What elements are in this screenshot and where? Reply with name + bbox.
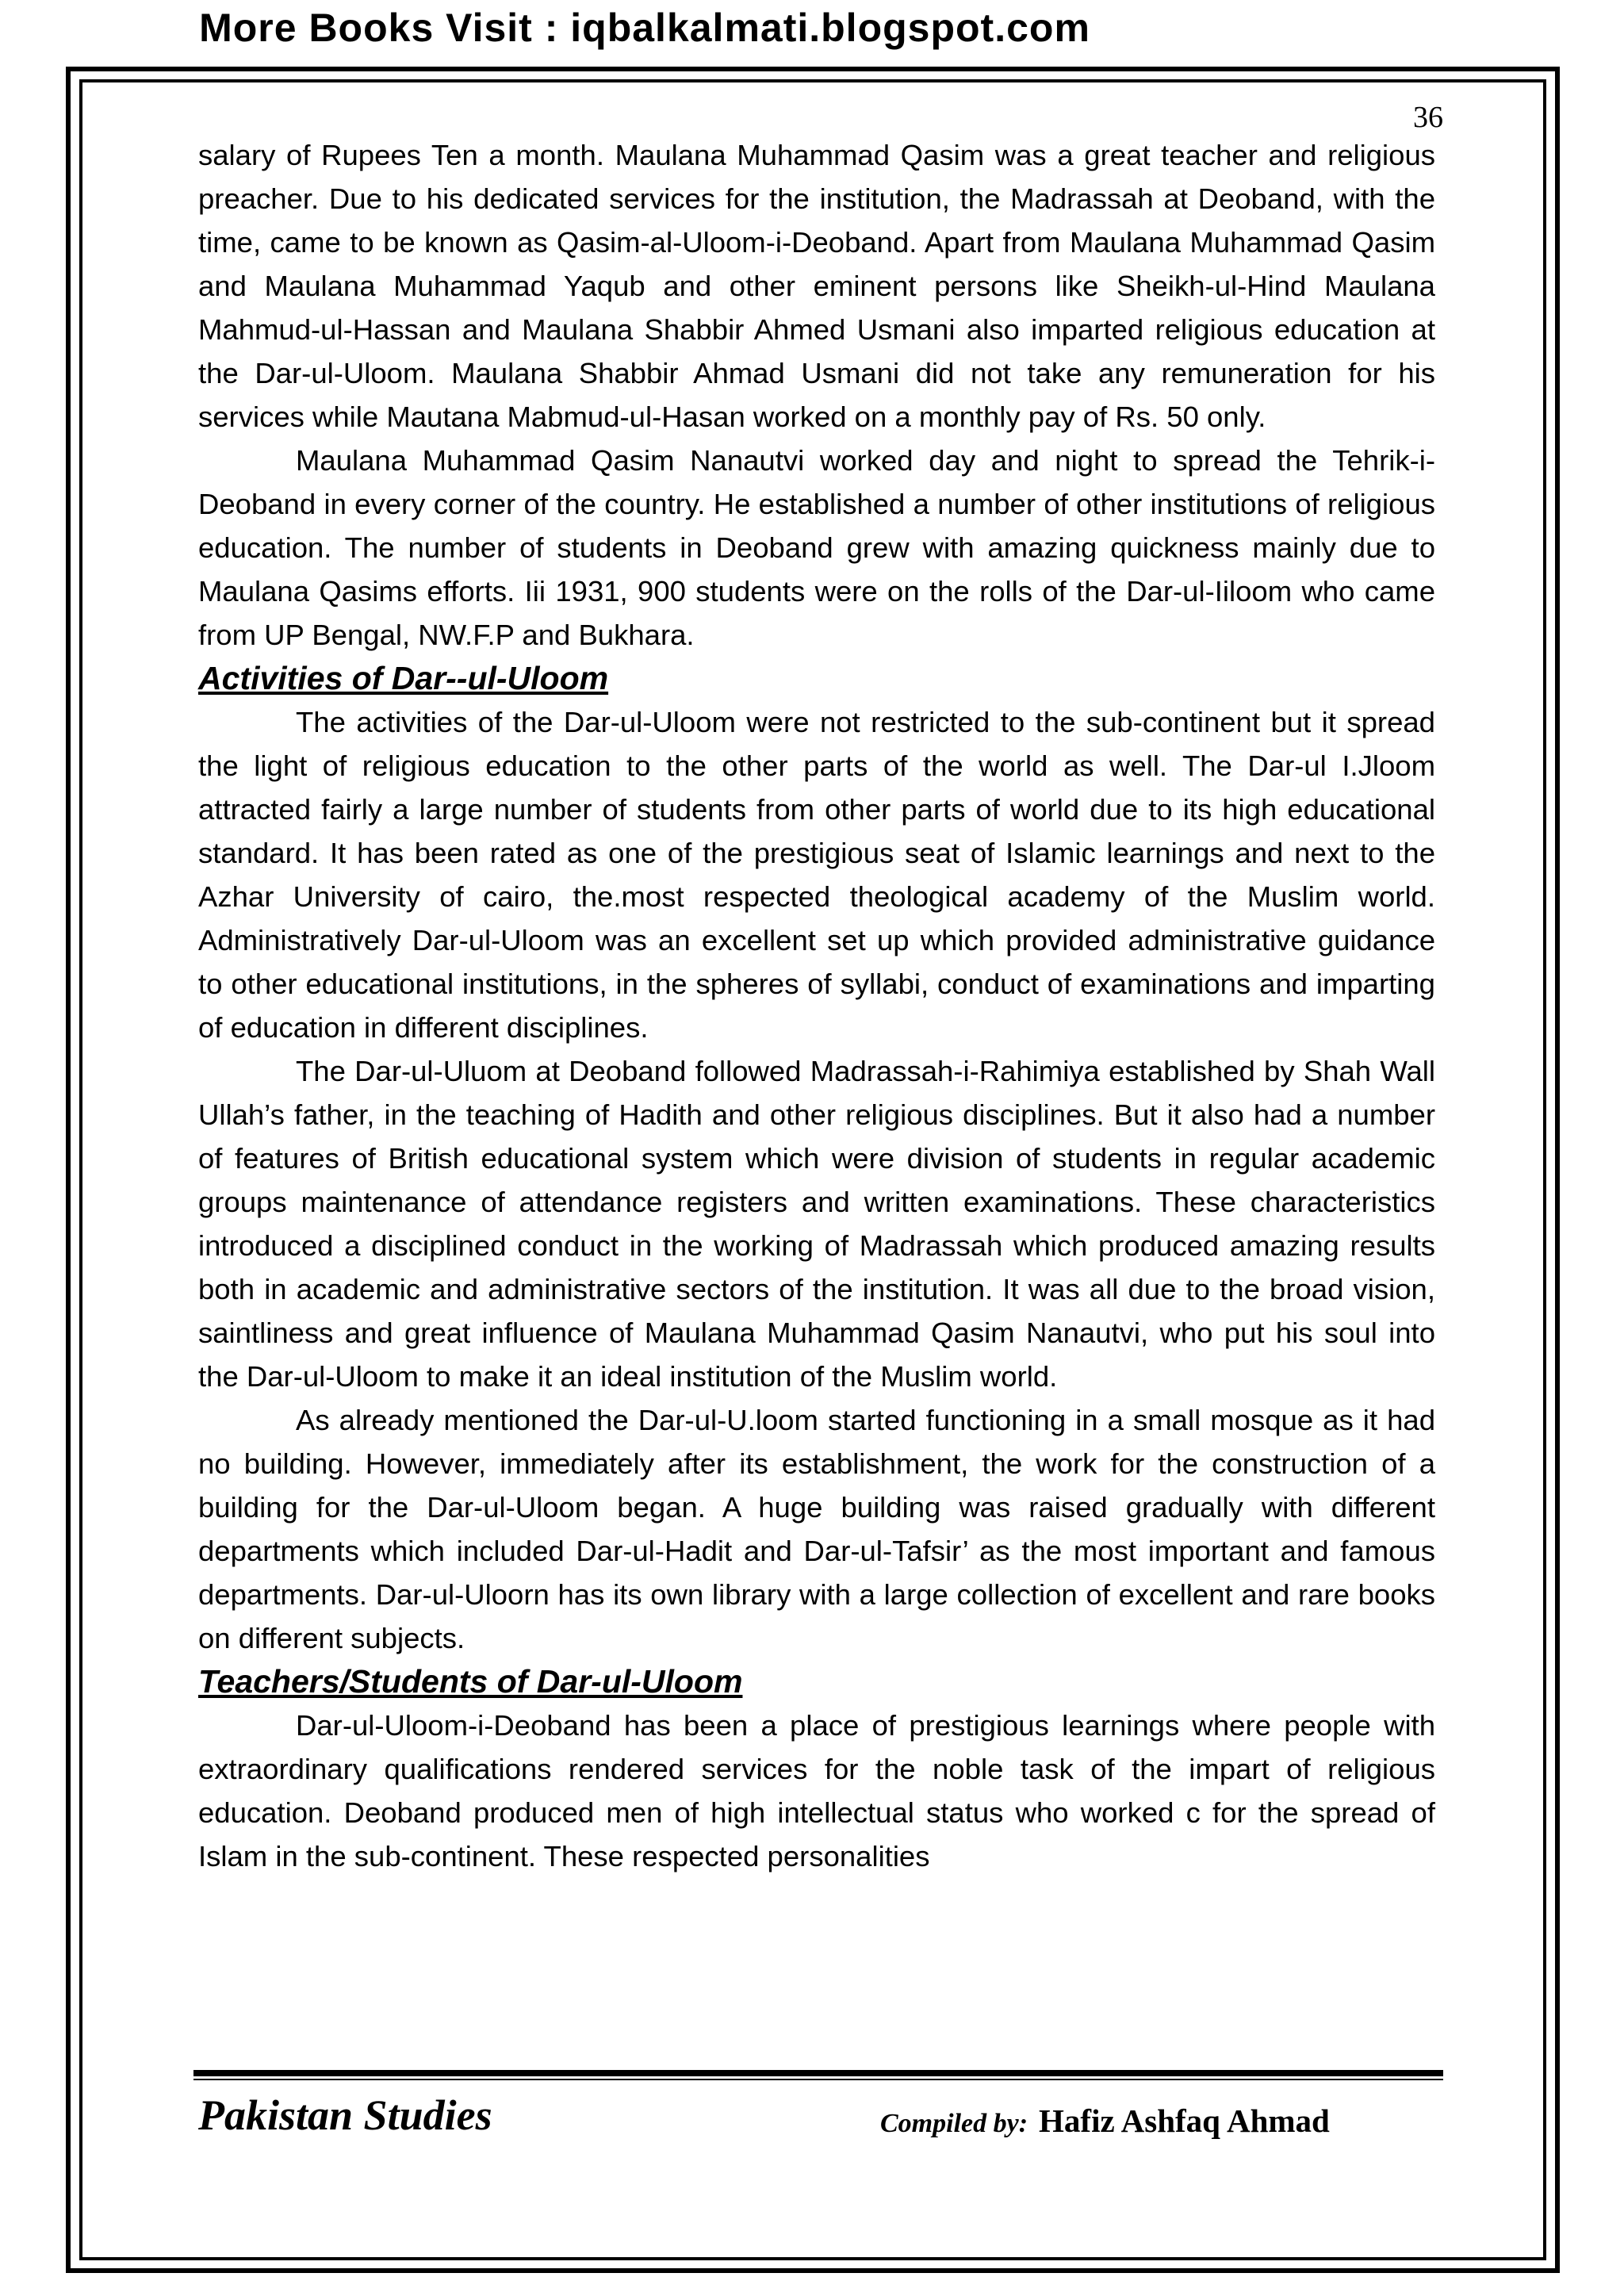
paragraph-teachers: Dar-ul-Uloom-i-Deoband has been a place of prestigious learnings where people with extraordinary qualifications rendered services for the noble task of the impart of religious education. Deoband produced men of high intellectual status who worked c for the spread of Islam in the sub-continent. These respected personalities — [198, 1709, 1435, 1872]
page-number: 36 — [1413, 101, 1443, 134]
paragraph-continuation: salary of Rupees Ten a month. Maulana Muhammad Qasim was a great teacher and religious preacher. Due to his dedicated services for the institution, the Madrassah at Deoband, with the time, came to be known as Qasim-al-Uloom-i-Deoband. Apart from Maulana Muhammad Qasim and Maulana Muhammad Yaqub and other eminent persons like Sheikh-ul-Hind Maulana Mahmud-ul-Hassan and Maulana Shabbir Ahmed Usmani also imparted religious education at the Dar-ul-Uloom. Maulana Shabbir Ahmad Usmani did not take any remuneration for his services while Mautana Mabmud-ul-Hasan worked on a monthly pay of Rs. 50 only. — [198, 139, 1435, 433]
compiled-by-label: Compiled by: — [880, 2109, 1028, 2138]
paragraph-activities: The activities of the Dar-ul-Uloom were not restricted to the sub-continent but it spread the light of religious education to the other parts of the world as well. The Dar-ul I.Jloom attracted fairly a large number of students from other parts of world due to its high educational standard. It has been rated as one of the prestigious seat of Islamic learnings and next to the Azhar University of cairo, the.most respected theological academy of the Muslim world. Administratively Dar-ul-Uloom was an excellent set up which provided administrative guidance to other educational institutions, in the spheres of syllabi, conduct of examinations and imparting of education in different disciplines. — [198, 706, 1435, 1044]
heading-teachers-students: Teachers/Students of Dar-ul-Uloom — [198, 1663, 743, 1700]
heading-activities: Activities of Dar--ul-Uloom — [198, 660, 609, 696]
site-banner: More Books Visit : iqbalkalmati.blogspot.com — [199, 6, 1090, 50]
paragraph-building: As already mentioned the Dar-ul-U.loom started functioning in a small mosque as it had no building. However, immediately after its establishment, the work for the construction of a building for the Dar-ul-Uloom began. A huge building was raised gradually with different departments which included Dar-ul-Hadit and Dar-ul-Tafsir’ as the most important and famous departments. Dar-ul-Uloorn has its own library with a large collection of excellent and rare books on different subjects. — [198, 1404, 1435, 1654]
author-name: Hafiz Ashfaq Ahmad — [1039, 2102, 1330, 2139]
footer-book-title: Pakistan Studies — [198, 2091, 492, 2139]
footer-credit — [880, 2102, 1330, 2140]
paragraph-rahimiya: The Dar-ul-Uluom at Deoband followed Madrassah-i-Rahimiya established by Shah Wall Ullah’s father, in the teaching of Hadith and other religious disciplines. But it also had a number of features of British educational system which were division of students in regular academic groups maintenance of attendance registers and written examinations. These characteristics introduced a disciplined conduct in the working of Madrassah which produced amazing results both in academic and administrative sectors of the institution. It was all due to the broad vision, saintliness and great influence of Maulana Muhammad Qasim Nanautvi, who put his soul into the Dar-ul-Uloom to make it an ideal institution of the Muslim world. — [198, 1055, 1435, 1393]
page-body — [198, 133, 1435, 1878]
footer-divider — [193, 2070, 1443, 2080]
paragraph-nanautvi-efforts: Maulana Muhammad Qasim Nanautvi worked day and night to spread the Tehrik-i-Deoband in every corner of the country. He established a number of other institutions of religious education. The number of students in Deoband grew with amazing quickness mainly due to Maulana Qasims efforts. Iii 1931, 900 students were on the rolls of the Dar-ul-Iiloom who came from UP Bengal, NW.F.P and Bukhara. — [198, 444, 1435, 651]
